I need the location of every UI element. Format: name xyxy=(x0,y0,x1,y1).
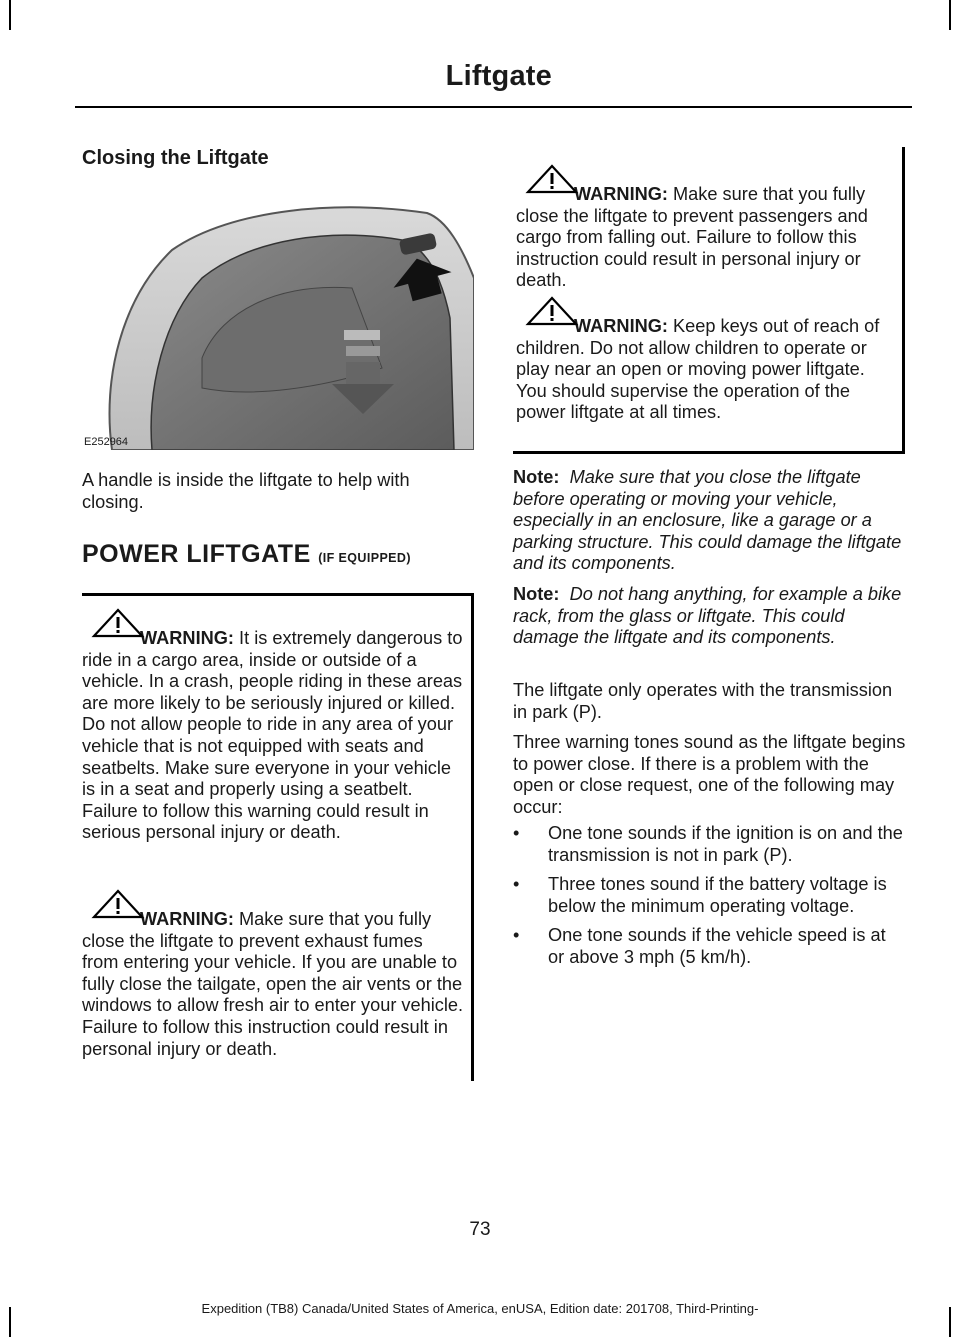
paragraph-park: The liftgate only operates with the transmission in park (P). xyxy=(513,680,893,722)
warning-box-left-top xyxy=(82,593,474,596)
list-item: • One tone sounds if the vehicle speed is at or above 3 mph (5 km/h). xyxy=(513,925,906,968)
liftgate-figure xyxy=(82,188,474,450)
warning-fully-close xyxy=(516,184,896,292)
warning-triangle-icon xyxy=(90,889,146,919)
warning-label: WARNING: xyxy=(140,628,234,648)
list-item: • One tone sounds if the ignition is on and the transmission is not in park (P). xyxy=(513,823,906,866)
note-text: Make sure that you close the liftgate before operating or moving your vehicle, especially in an enclosure, like a garage or a parking structure. This could damage the liftgate and its components. xyxy=(513,467,902,574)
warning-text: Make sure that you fully close the liftgate to prevent exhaust fumes from entering your vehicle. If you are unable to fully close the tailgate, open the air vents or the windows to allow fresh air to enter your vehicle. Failure to follow this instruction could result in personal injury or death. xyxy=(82,909,464,1059)
paragraph-tones: Three warning tones sound as the liftgate begins to power close. If there is a problem with the open or close request, one of the following may occur: xyxy=(513,732,906,817)
header-rule xyxy=(75,106,912,108)
footer-edition: Expedition (TB8) Canada/United States of America, enUSA, Edition date: 201708, Third-Printing- xyxy=(201,1301,759,1316)
warning-keys-children xyxy=(516,316,898,424)
warning-triangle-icon xyxy=(524,164,580,194)
note-close-before-moving xyxy=(513,467,905,575)
crop-mark xyxy=(949,0,951,30)
warning-text: It is extremely dangerous to ride in a cargo area, inside or outside of a vehicle. In a crash, people riding in these areas are more likely to be seriously injured or killed. Do not allow people to ride in any area of your vehicle that is not equipped with seats and seatbelts. Make sure everyone in your vehicle is in a seat and properly using a seatbelt. Failure to follow this warning could result in serious personal injury or death. xyxy=(82,628,463,843)
note-text: Do not hang anything, for example a bike rack, from the glass or liftgate. This could damage the liftgate and its components. xyxy=(513,584,902,648)
warning-label: WARNING: xyxy=(574,184,668,204)
figure-code: E252964 xyxy=(84,436,129,448)
warning-triangle-icon xyxy=(524,296,580,326)
note-label: Note: xyxy=(513,584,560,604)
list-item: • Three tones sound if the battery voltage is below the minimum operating voltage. xyxy=(513,874,906,917)
note-bike-rack xyxy=(513,584,905,649)
section-heading-power-liftgate xyxy=(82,540,411,569)
warning-label: WARNING: xyxy=(574,316,668,336)
section-heading-closing: Closing the Liftgate xyxy=(82,147,269,169)
warning-label: WARNING: xyxy=(140,909,234,929)
section-suffix: (IF EQUIPPED) xyxy=(318,551,411,565)
warning-text: Keep keys out of reach of children. Do not allow children to operate or play near an open or moving power liftgate. You should supervise the operation of the power liftgate at all times. xyxy=(516,316,880,423)
page-title: Liftgate xyxy=(445,60,552,92)
page-number: 73 xyxy=(469,1219,491,1240)
warning-triangle-icon xyxy=(90,608,146,638)
warning-ride-cargo xyxy=(82,628,464,844)
note-label: Note: xyxy=(513,467,560,487)
warning-exhaust xyxy=(82,909,464,1060)
crop-mark xyxy=(9,0,11,30)
warning-text: Make sure that you fully close the liftgate to prevent passengers and cargo from falling out. Failure to follow this instruction could result in personal injury or death. xyxy=(516,184,868,291)
paragraph-handle: A handle is inside the liftgate to help with closing. xyxy=(82,470,410,512)
tone-list xyxy=(513,823,906,977)
liftgate-interior-illustration xyxy=(82,188,474,450)
section-title: POWER LIFTGATE xyxy=(82,540,311,568)
